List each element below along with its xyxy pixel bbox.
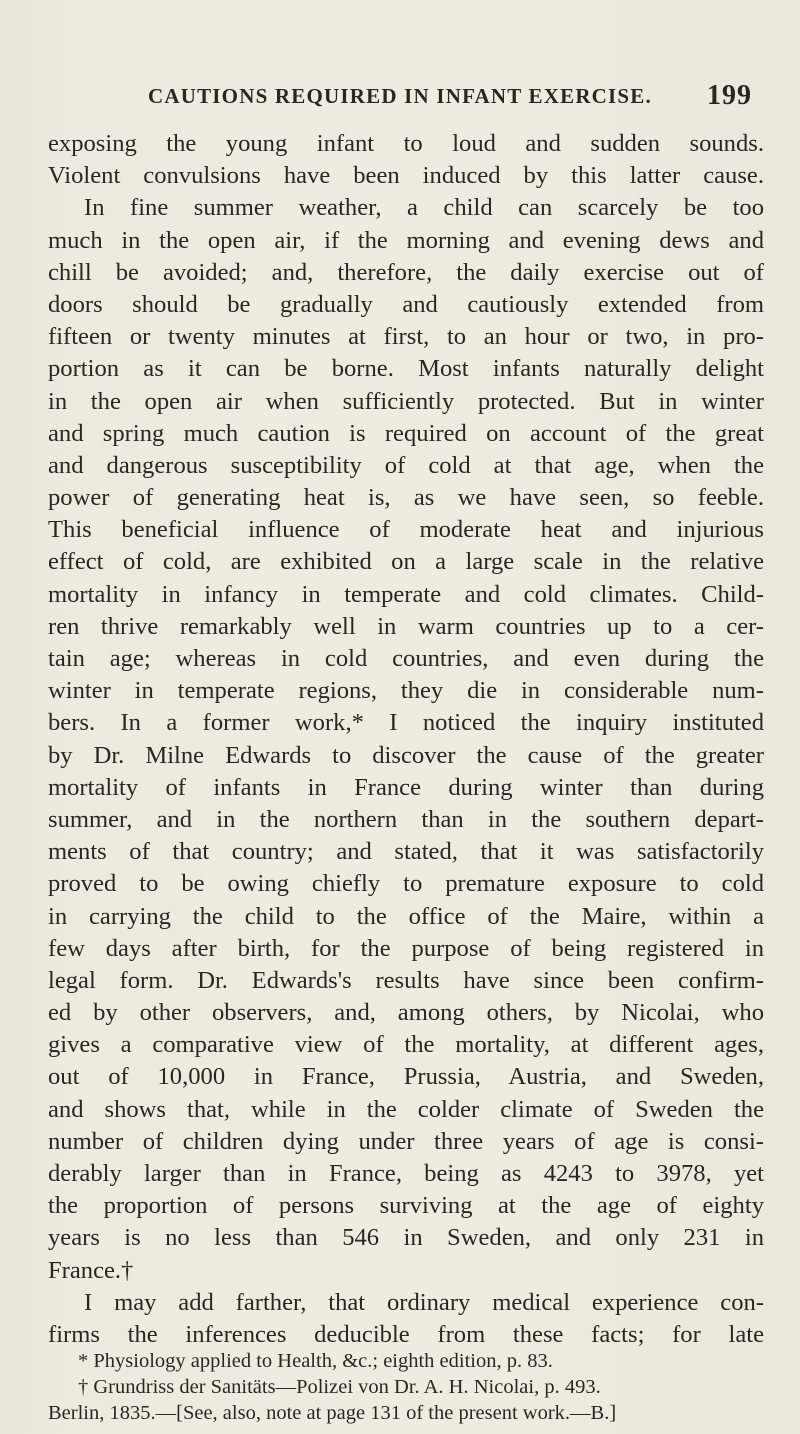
text-line: I may add farther, that ordinary medical experience con- xyxy=(84,1288,764,1316)
text-line: proved to be owing chiefly to premature exposure to cold xyxy=(48,870,764,898)
text-line: In fine summer weather, a child can scarcely be too xyxy=(84,194,764,222)
text-line: This beneficial influence of moderate heat and injurious xyxy=(48,516,764,544)
text-line: in the open air when sufficiently protected. But in winter xyxy=(48,387,764,415)
text-line: chill be avoided; and, therefore, the daily exercise out of xyxy=(48,258,764,286)
body-text xyxy=(48,128,764,1351)
text-line: Violent convulsions have been induced by this latter cause. xyxy=(48,162,764,190)
text-line: firms the inferences deducible from these facts; for late xyxy=(48,1320,764,1348)
text-line: number of children dying under three years of age is consi- xyxy=(48,1127,764,1155)
running-title: CAUTIONS REQUIRED IN INFANT EXERCISE. xyxy=(148,84,652,108)
text-line: and shows that, while in the colder climate of Sweden the xyxy=(48,1095,764,1123)
text-line: and spring much caution is required on account of the great xyxy=(48,419,764,447)
footnote-line: † Grundriss der Sanitäts—Polizei von Dr. A. H. Nicolai, p. 493. xyxy=(78,1376,601,1398)
text-line: portion as it can be borne. Most infants naturally delight xyxy=(48,355,764,383)
text-line: doors should be gradually and cautiously extended from xyxy=(48,290,764,318)
running-head xyxy=(140,78,760,118)
text-line: tain age; whereas in cold countries, and even during the xyxy=(48,645,764,672)
text-line: mortality of infants in France during winter than during xyxy=(48,773,764,801)
text-line: out of 10,000 in France, Prussia, Austria, and Sweden, xyxy=(48,1063,764,1091)
text-line: mortality in infancy in temperate and cold climates. Child- xyxy=(48,580,764,608)
text-line: ments of that country; and stated, that it was satisfactorily xyxy=(48,838,764,866)
footnotes xyxy=(48,1348,764,1426)
text-line: much in the open air, if the morning and evening dews and xyxy=(48,226,764,254)
text-line: years is no less than 546 in Sweden, and only 231 in xyxy=(48,1224,764,1252)
text-line: gives a comparative view of the mortality, at different ages, xyxy=(48,1031,764,1059)
text-line: in carrying the child to the office of the Maire, within a xyxy=(48,902,764,930)
text-line: summer, and in the northern than in the southern depart- xyxy=(48,805,764,833)
text-line: ren thrive remarkably well in warm countries up to a cer- xyxy=(48,612,764,640)
footnote-line: * Physiology applied to Health, &c.; eighth edition, p. 83. xyxy=(78,1350,553,1372)
text-line: and dangerous susceptibility of cold at that age, when the xyxy=(48,451,764,479)
text-line: bers. In a former work,* I noticed the inquiry instituted xyxy=(48,709,764,737)
text-line: the proportion of persons surviving at the age of eighty xyxy=(48,1192,764,1220)
text-line: ed by other observers, and, among others, by Nicolai, who xyxy=(48,999,764,1027)
text-line: derably larger than in France, being as 4243 to 3978, yet xyxy=(48,1160,764,1187)
text-line: by Dr. Milne Edwards to discover the cause of the greater xyxy=(48,741,764,769)
text-line: power of generating heat is, as we have seen, so feeble. xyxy=(48,484,764,512)
text-line: legal form. Dr. Edwards's results have since been confirm- xyxy=(48,966,764,994)
text-line: fifteen or twenty minutes at first, to an hour or two, in pro- xyxy=(48,323,764,351)
text-line: exposing the young infant to loud and sudden sounds. xyxy=(48,130,764,157)
text-line: France.† xyxy=(48,1256,134,1284)
text-line: winter in temperate regions, they die in considerable num- xyxy=(48,677,764,705)
text-line: effect of cold, are exhibited on a large scale in the relative xyxy=(48,548,764,576)
footnote-line: Berlin, 1835.—[See, also, note at page 131 of the present work.—B.] xyxy=(48,1402,617,1424)
page-number: 199 xyxy=(707,80,752,111)
text-line: few days after birth, for the purpose of being registered in xyxy=(48,934,764,962)
